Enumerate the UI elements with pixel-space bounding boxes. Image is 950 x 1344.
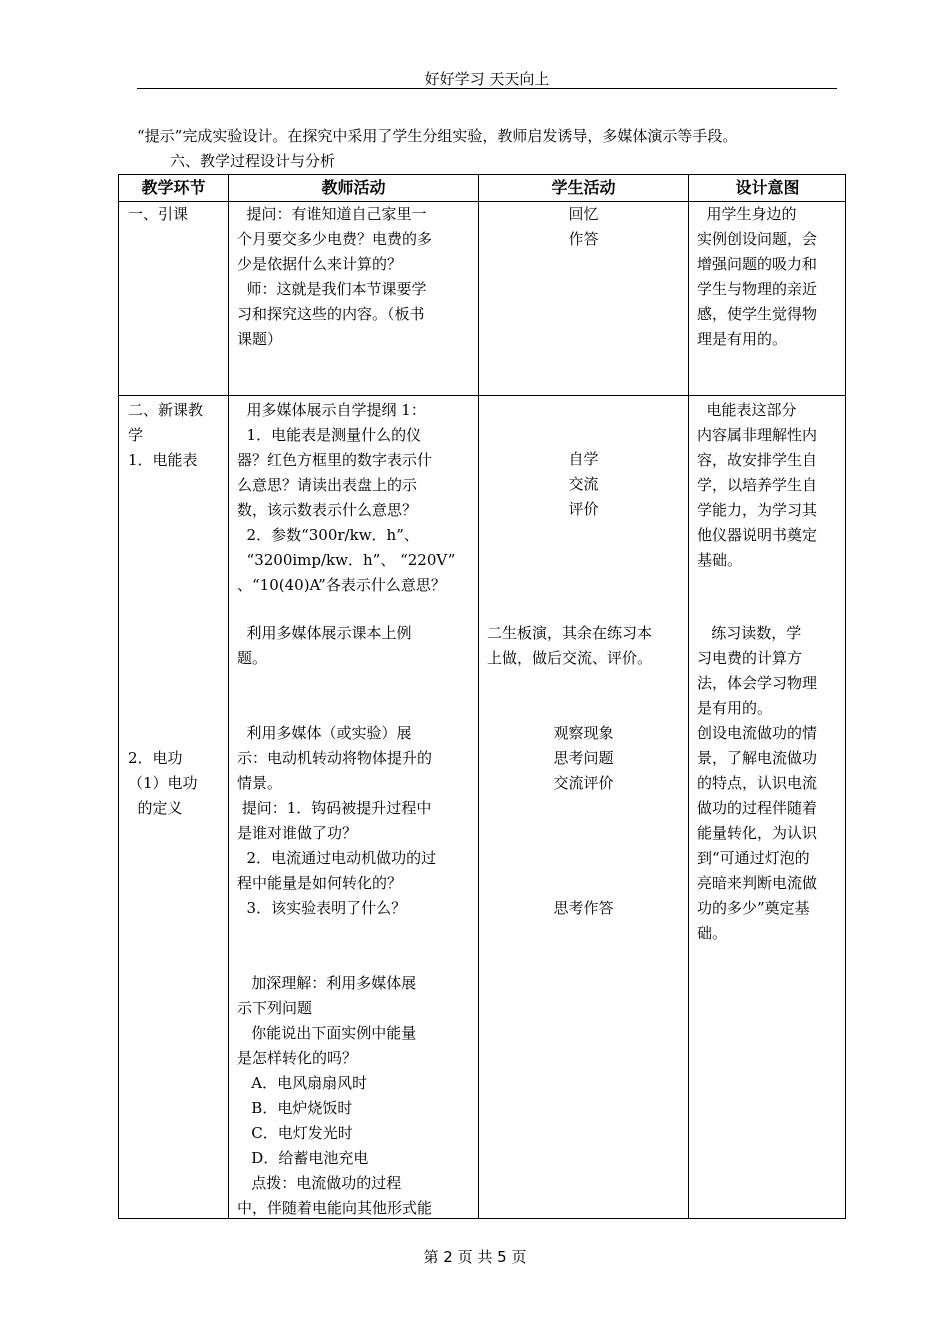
- row2-intent-a-line: 学能力，为学习其: [697, 501, 818, 519]
- row1-teacher-line: 提问：有谁知道自己家里一: [237, 205, 427, 223]
- row2-student-d: [479, 896, 688, 921]
- row2-teacher-d-line: A．电风扇扇风时: [237, 1074, 368, 1092]
- section-heading: 六、教学过程设计与分析: [170, 152, 336, 170]
- row2-teacher-d-line: 加深理解：利用多媒体展: [237, 974, 417, 992]
- row1-intent-line: 用学生身边的: [697, 205, 797, 223]
- row2-student-a-line: 评价: [568, 500, 599, 518]
- row2-intent-a-line: 他仪器说明书奠定: [697, 526, 818, 544]
- page-header: 好好学习 天天向上: [424, 70, 550, 88]
- header-stage: 教学环节: [141, 178, 206, 197]
- row2-stage-b-line: （1）电功: [128, 774, 198, 792]
- row2-teacher-d-line: 中，伴随着电能向其他形式能: [237, 1199, 433, 1217]
- row2-intent-b-line: 练习读数，学: [697, 624, 802, 642]
- row2-intent-b-line: 做功的过程伴随着: [697, 799, 818, 817]
- row2-student-c-line: 观察现象: [553, 724, 614, 742]
- row2-student-b-line: 上做，做后交流、评价。: [487, 649, 653, 667]
- row1-teacher-line: 课题）: [237, 330, 283, 348]
- row2-teacher-c-line: 示：电动机转动将物体提升的: [237, 749, 433, 767]
- row1-stage-line: 一、引课: [128, 205, 189, 223]
- row2-stage-b: [128, 746, 224, 821]
- row2-teacher-c-line: 程中能量是如何转化的？: [237, 874, 403, 892]
- row2-teacher-b-line: 题。: [237, 649, 268, 667]
- row1-student: [479, 202, 688, 252]
- row2-intent-b-line: 创设电流做功的情: [697, 724, 818, 742]
- row2-teacher-a-line: 么意思？请读出表盘上的示: [237, 476, 418, 494]
- row2-teacher-d-line: 你能说出下面实例中能量: [237, 1024, 417, 1042]
- row1-teacher: [237, 202, 475, 352]
- row2-intent-b-line: 能量转化，为认识: [697, 824, 818, 842]
- row2-stage-a-line: 学: [128, 426, 144, 444]
- row2-student-a-line: 交流: [568, 475, 599, 493]
- row2-intent-b-line: 法，体会学习物理: [697, 674, 818, 692]
- row1-intent-line: 感，使学生觉得物: [697, 305, 818, 323]
- row2-stage-a: [128, 398, 224, 473]
- row-divider: [119, 395, 845, 396]
- row2-student-c-line: 思考问题: [553, 749, 614, 767]
- header-student: 学生活动: [551, 178, 616, 197]
- header-intent: 设计意图: [735, 178, 800, 197]
- row2-intent-b-line: 础。: [697, 924, 728, 942]
- row1-intent-line: 学生与物理的亲近: [697, 280, 818, 298]
- row2-intent-b: [697, 621, 843, 946]
- row2-teacher-a-line: 、“10(40)A”各表示什么意思？: [237, 576, 446, 594]
- row2-teacher-b: [237, 621, 475, 671]
- row2-intent-b-line: 习电费的计算方: [697, 649, 803, 667]
- row1-teacher-line: 师：这就是我们本节课要学: [237, 280, 427, 298]
- row2-teacher-d-line: 点拨：电流做功的过程: [237, 1174, 402, 1192]
- intro-line-1: “提示”完成实验设计。在探究中采用了学生分组实验，教师启发诱导，多媒体演示等手段。: [137, 127, 738, 145]
- row1-student-line: 作答: [568, 230, 599, 248]
- row1-stage: [128, 202, 224, 227]
- row2-intent-b-line: 到“可通过灯泡的: [697, 849, 810, 867]
- row2-teacher-a-line: 数，该示数表示什么意思？: [237, 501, 418, 519]
- row2-student-b-line: 二生板演，其余在练习本: [487, 624, 653, 642]
- row2-teacher-c-line: 利用多媒体（或实验）展: [237, 724, 412, 742]
- page-footer: 第 2 页 共 5 页: [423, 1248, 527, 1266]
- row2-intent-a-line: 电能表这部分: [697, 401, 797, 419]
- header-teacher: 教师活动: [321, 178, 386, 197]
- row2-teacher-d-line: 是怎样转化的吗？: [237, 1049, 358, 1067]
- row2-student-a: [479, 447, 688, 522]
- row2-teacher-c-line: 2．电流通过电动机做功的过: [237, 849, 437, 867]
- col-divider-3: [688, 175, 689, 1218]
- row2-intent-b-line: 景，了解电流做功: [697, 749, 818, 767]
- row2-teacher-d: [237, 971, 475, 1221]
- teaching-process-table: [118, 174, 846, 1219]
- row2-teacher-d-line: C．电灯发光时: [237, 1124, 353, 1142]
- row2-student-c-line: 交流评价: [553, 774, 614, 792]
- row2-student-c: [479, 721, 688, 796]
- row2-intent-b-line: 功的多少”奠定基: [697, 899, 810, 917]
- row2-student-a-line: 自学: [568, 450, 599, 468]
- header-rule: [137, 88, 837, 89]
- row2-teacher-c-line: 提问：1．钩码被提升过程中: [237, 799, 432, 817]
- row2-intent-b-line: 是有用的。: [697, 699, 773, 717]
- row2-teacher-d-line: 示下列问题: [237, 999, 313, 1017]
- row2-teacher-d-line: D．给蓄电池充电: [237, 1149, 369, 1167]
- row2-intent-b-line: 的特点，认识电流: [697, 774, 818, 792]
- col-divider-2: [478, 175, 479, 1218]
- row1-teacher-line: 个月要交多少电费？电费的多: [237, 230, 433, 248]
- row1-intent: [697, 202, 843, 352]
- row1-intent-line: 理是有用的。: [697, 330, 788, 348]
- row2-teacher-c-line: 3．该实验表明了什么？: [237, 899, 407, 917]
- row2-stage-b-line: 的定义: [128, 799, 183, 817]
- row2-stage-a-line: 1．电能表: [128, 451, 198, 469]
- col-divider-1: [228, 175, 229, 1218]
- row2-intent-a: [697, 398, 843, 573]
- row2-teacher-c-line: 情景。: [237, 774, 283, 792]
- row1-teacher-line: 习和探究这些的内容。（板书: [237, 305, 425, 323]
- row2-teacher-a-line: 2．参数“300r/kw．h”、: [237, 526, 419, 544]
- row2-stage-a-line: 二、新课教: [128, 401, 204, 419]
- row1-intent-line: 实例创设问题，会: [697, 230, 818, 248]
- row2-intent-a-line: 学，以培养学生自: [697, 476, 818, 494]
- row1-teacher-line: 少是依据什么来计算的？: [237, 255, 403, 273]
- row2-teacher-b-line: 利用多媒体展示课本上例: [237, 624, 412, 642]
- row2-intent-a-line: 内容属非理解性内: [697, 426, 818, 444]
- row1-student-line: 回忆: [568, 205, 599, 223]
- row2-intent-a-line: 基础。: [697, 551, 743, 569]
- row2-teacher-a-line: 用多媒体展示自学提纲 1：: [237, 401, 426, 419]
- row2-student-d-line: 思考作答: [553, 899, 614, 917]
- row2-stage-b-line: 2．电功: [128, 749, 183, 767]
- row2-teacher-d-line: B．电炉烧饭时: [237, 1099, 353, 1117]
- row2-teacher-c: [237, 721, 475, 921]
- row2-teacher-a: [237, 398, 475, 598]
- row2-student-b: [487, 621, 687, 671]
- row2-teacher-a-line: 器？红色方框里的数字表示什: [237, 451, 433, 469]
- row2-teacher-c-line: 是谁对谁做了功？: [237, 824, 358, 842]
- row2-intent-a-line: 容，故安排学生自: [697, 451, 818, 469]
- row1-intent-line: 增强问题的吸力和: [697, 255, 818, 273]
- row2-intent-b-line: 亮暗来判断电流做: [697, 874, 818, 892]
- row2-teacher-a-line: 1．电能表是测量什么的仪: [237, 426, 422, 444]
- row2-teacher-a-line: “3200imp/kw．h”、 “220V”: [237, 551, 456, 569]
